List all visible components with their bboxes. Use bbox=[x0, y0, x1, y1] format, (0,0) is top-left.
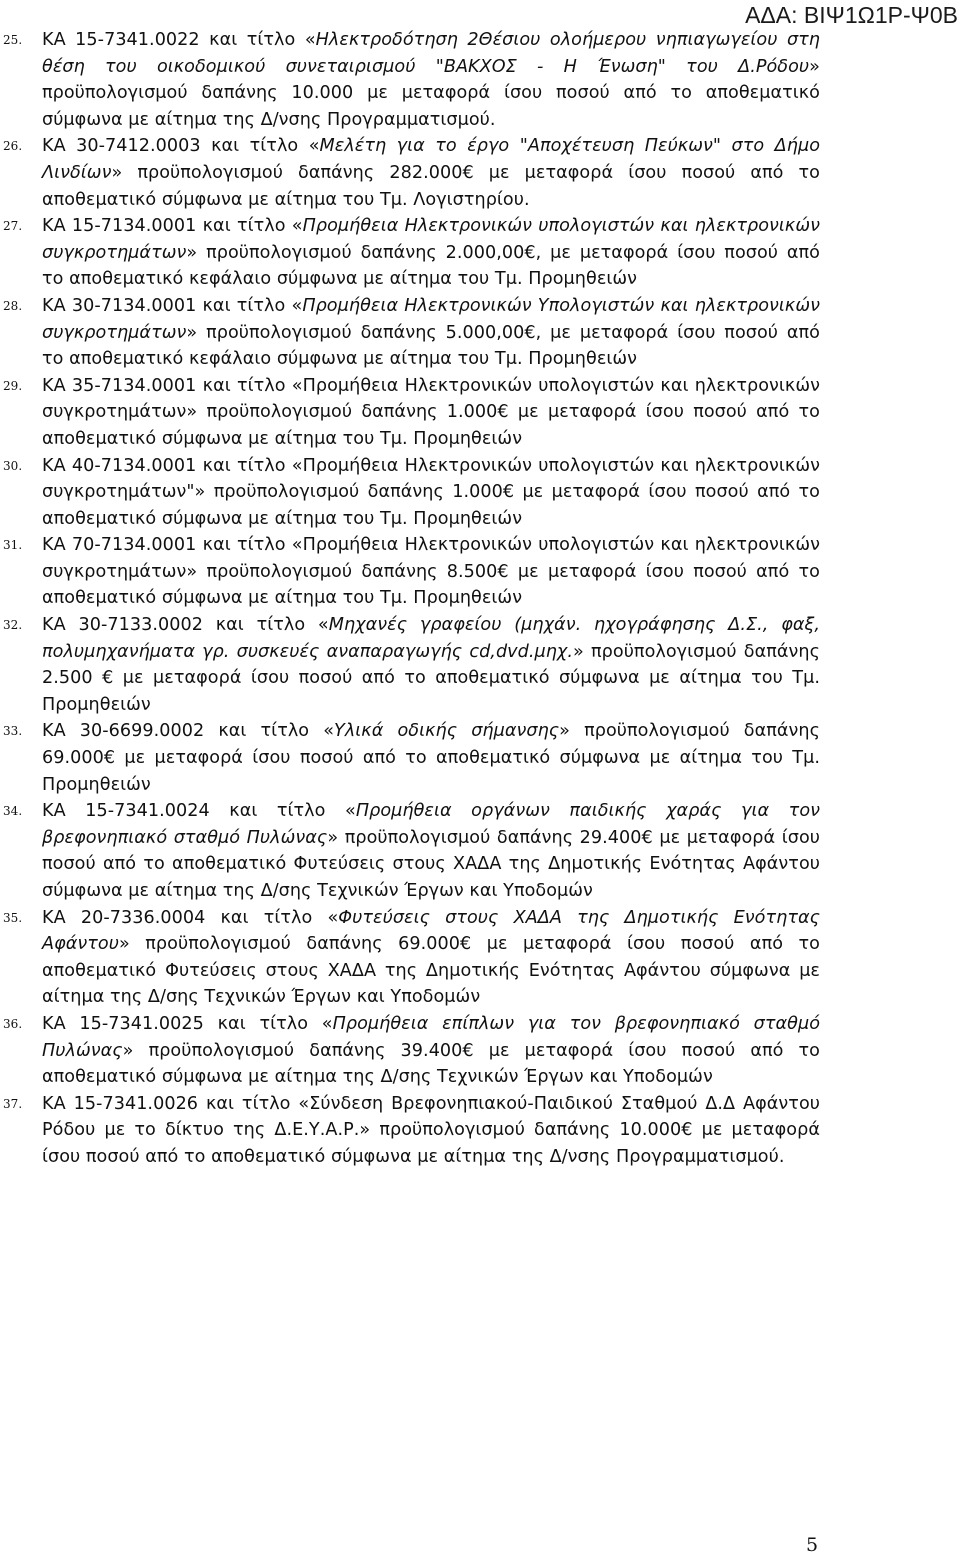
item-text: » προϋπολογισμού δαπάνης 29.400€ με μεταφορά ίσου ποσού από το αποθεματικό Φυτεύσεις στους ΧΑΔΑ της Δημοτικής Ενότητας Αφάντου σύμφωνα με αίτημα της Δ/σης Τεχνικών Έργων και Υποδομών bbox=[42, 827, 820, 901]
item-text: ΚΑ 30-7134.0001 και τίτλο « bbox=[42, 295, 303, 316]
item-title-italic: Ηλεκτροδότηση 2Θέσιου ολοήμερου νηπιαγωγείου στη θέση του οικοδομικού συνεταιρισμού "ΒΑΚΧΟΣ - Η Ένωση" του Δ.Ρόδου bbox=[42, 30, 821, 77]
item-text: » προϋπολογισμού δαπάνης 282.000€ με μεταφορά ίσου ποσού από το αποθεματικό σύμφωνα με αίτημα του Τμ. Λογιστηρίου. bbox=[42, 162, 820, 210]
item-number: 29. bbox=[3, 378, 23, 393]
item-text: » προϋπολογισμού δαπάνης 2.000,00€, με μεταφορά ίσου ποσού από το αποθεματικό κεφάλαιο σύμφωνα με αίτημα του Τμ. Προμηθειών bbox=[42, 242, 820, 290]
item-number: 35. bbox=[3, 910, 23, 925]
item-text: ΚΑ 35-7134.0001 και τίτλο «Προμήθεια Ηλεκτρονικών υπολογιστών και ηλεκτρονικών συγκροτημάτων» προϋπολογισμού δαπάνης 1.000€ με μεταφορά ίσου ποσού από το αποθεματικό σύμφωνα με αίτημα του Τμ. Προμηθειών bbox=[42, 375, 820, 449]
item-number: 31. bbox=[3, 538, 23, 553]
page-number: 5 bbox=[806, 1534, 819, 1556]
item-number: 36. bbox=[3, 1016, 23, 1031]
item-text: ΚΑ 20-7336.0004 και τίτλο « bbox=[42, 907, 339, 928]
item-title-italic: Προμήθεια επίπλων για τον βρεφονηπιακό σταθμό Πυλώνας bbox=[42, 1013, 821, 1061]
item-title-italic: Προμήθεια Ηλεκτρονικών Υπολογιστών και ηλεκτρονικών συγκροτημάτων bbox=[42, 295, 820, 343]
item-text: » προϋπολογισμού δαπάνης 10.000 με μεταφορά ίσου ποσού από το αποθεματικό σύμφωνα με αίτημα της Δ/νσης Προγραμματισμού. bbox=[42, 56, 820, 130]
item-text: » προϋπολογισμού δαπάνης 69.000€ με μεταφορά ίσου ποσού από το αποθεματικό σύμφωνα με αίτημα του Τμ. Προμηθειών bbox=[42, 721, 820, 795]
item-title-italic: Προμήθεια Ηλεκτρονικών υπολογιστών και ηλεκτρονικών συγκροτημάτων bbox=[42, 216, 820, 263]
item-title-italic: Μελέτη για το έργο "Αποχέτευση Πεύκων" στο Δήμο Λινδίων bbox=[42, 136, 821, 183]
item-number: 28. bbox=[3, 298, 23, 313]
item-number: 33. bbox=[3, 724, 23, 739]
item-text: ΚΑ 30-7133.0002 και τίτλο « bbox=[42, 615, 329, 636]
item-number: 30. bbox=[3, 458, 23, 473]
item-number: 25. bbox=[3, 33, 23, 47]
item-title-italic: Προμήθεια οργάνων παιδικής χαράς για τον βρεφονηπιακό σταθμό Πυλώνας bbox=[42, 801, 821, 848]
item-title-italic: Φυτεύσεις στους ΧΑΔΑ της Δημοτικής Ενότητας Αφάντου bbox=[42, 907, 821, 955]
ada-code: ΑΔΑ: ΒΙΨ1Ω1Ρ-Ψ0Β bbox=[745, 2, 958, 28]
list-item bbox=[0, 27, 820, 133]
item-number: 37. bbox=[3, 1096, 23, 1111]
list-item bbox=[0, 532, 820, 612]
list-item bbox=[0, 1011, 820, 1091]
decision-items-list bbox=[0, 27, 960, 1171]
list-item bbox=[0, 293, 820, 373]
item-text: » προϋπολογισμού δαπάνης 2.500 € με μεταφορά ίσου ποσού από το αποθεματικό σύμφωνα με αίτημα του Τμ. Προμηθειών bbox=[42, 641, 820, 715]
item-number: 34. bbox=[3, 804, 23, 819]
list-item bbox=[0, 133, 820, 213]
item-text: » προϋπολογισμού δαπάνης 5.000,00€, με μεταφορά ίσου ποσού από το αποθεματικό κεφάλαιο σύμφωνα με αίτημα του Τμ. Προμηθειών bbox=[42, 322, 820, 370]
list-item bbox=[0, 1091, 820, 1171]
item-text: ΚΑ 15-7341.0022 και τίτλο « bbox=[42, 30, 316, 50]
list-item bbox=[0, 373, 820, 453]
item-number: 27. bbox=[3, 219, 23, 234]
item-title-italic: Υλικά οδικής σήμανσης bbox=[334, 721, 560, 742]
item-text: » προϋπολογισμού δαπάνης 39.400€ με μεταφορά ίσου ποσού από το αποθεματικό σύμφωνα με αίτημα της Δ/σης Τεχνικών Έργων και Υποδομών bbox=[42, 1040, 820, 1088]
item-number: 32. bbox=[3, 618, 23, 633]
item-text: ΚΑ 15-7134.0001 και τίτλο « bbox=[42, 216, 303, 237]
item-text: ΚΑ 15-7341.0026 και τίτλο «Σύνδεση Βρεφονηπιακού-Παιδικού Σταθμού Δ.Δ Αφάντου Ρόδου με το δίκτυο της Δ.Ε.Υ.Α.Ρ.» προϋπολογισμού δαπάνης 10.000€ με μεταφορά ίσου ποσού από το αποθεματικό σύμφωνα με αίτημα της Δ/νσης Προγραμματισμού. bbox=[42, 1093, 820, 1167]
list-item bbox=[0, 798, 820, 904]
item-text: ΚΑ 15-7341.0024 και τίτλο « bbox=[42, 801, 356, 822]
item-text: » προϋπολογισμού δαπάνης 69.000€ με μεταφορά ίσου ποσού από το αποθεματικό Φυτεύσεις στους ΧΑΔΑ της Δημοτικής Ενότητας Αφάντου σύμφωνα με αίτημα της Δ/σης Τεχνικών Έργων και Υποδομών bbox=[42, 934, 820, 1008]
list-item bbox=[0, 718, 820, 798]
item-text: ΚΑ 30-6699.0002 και τίτλο « bbox=[42, 721, 335, 742]
item-text: ΚΑ 15-7341.0025 και τίτλο « bbox=[42, 1013, 333, 1034]
item-text: ΚΑ 70-7134.0001 και τίτλο «Προμήθεια Ηλεκτρονικών υπολογιστών και ηλεκτρονικών συγκροτημάτων» προϋπολογισμού δαπάνης 8.500€ με μεταφορά ίσου ποσού από το αποθεματικό σύμφωνα με αίτημα του Τμ. Προμηθειών bbox=[42, 535, 820, 609]
item-number: 26. bbox=[3, 139, 23, 154]
list-item bbox=[0, 453, 820, 533]
list-item bbox=[0, 612, 820, 718]
item-text: ΚΑ 40-7134.0001 και τίτλο «Προμήθεια Ηλεκτρονικών υπολογιστών και ηλεκτρονικών συγκροτημάτων"» προϋπολογισμού δαπάνης 1.000€ με μεταφορά ίσου ποσού από το αποθεματικό σύμφωνα με αίτημα του Τμ. Προμηθειών bbox=[42, 455, 820, 529]
item-title-italic: Μηχανές γραφείου (μηχάν. ηχογράφησης Δ.Σ., φαξ, πολυμηχανήματα γρ. συσκευές αναπαραγωγής cd,dvd.μηχ. bbox=[42, 615, 820, 662]
list-item bbox=[0, 213, 820, 293]
list-item bbox=[0, 905, 820, 1011]
item-text: ΚΑ 30-7412.0003 και τίτλο « bbox=[42, 136, 320, 157]
